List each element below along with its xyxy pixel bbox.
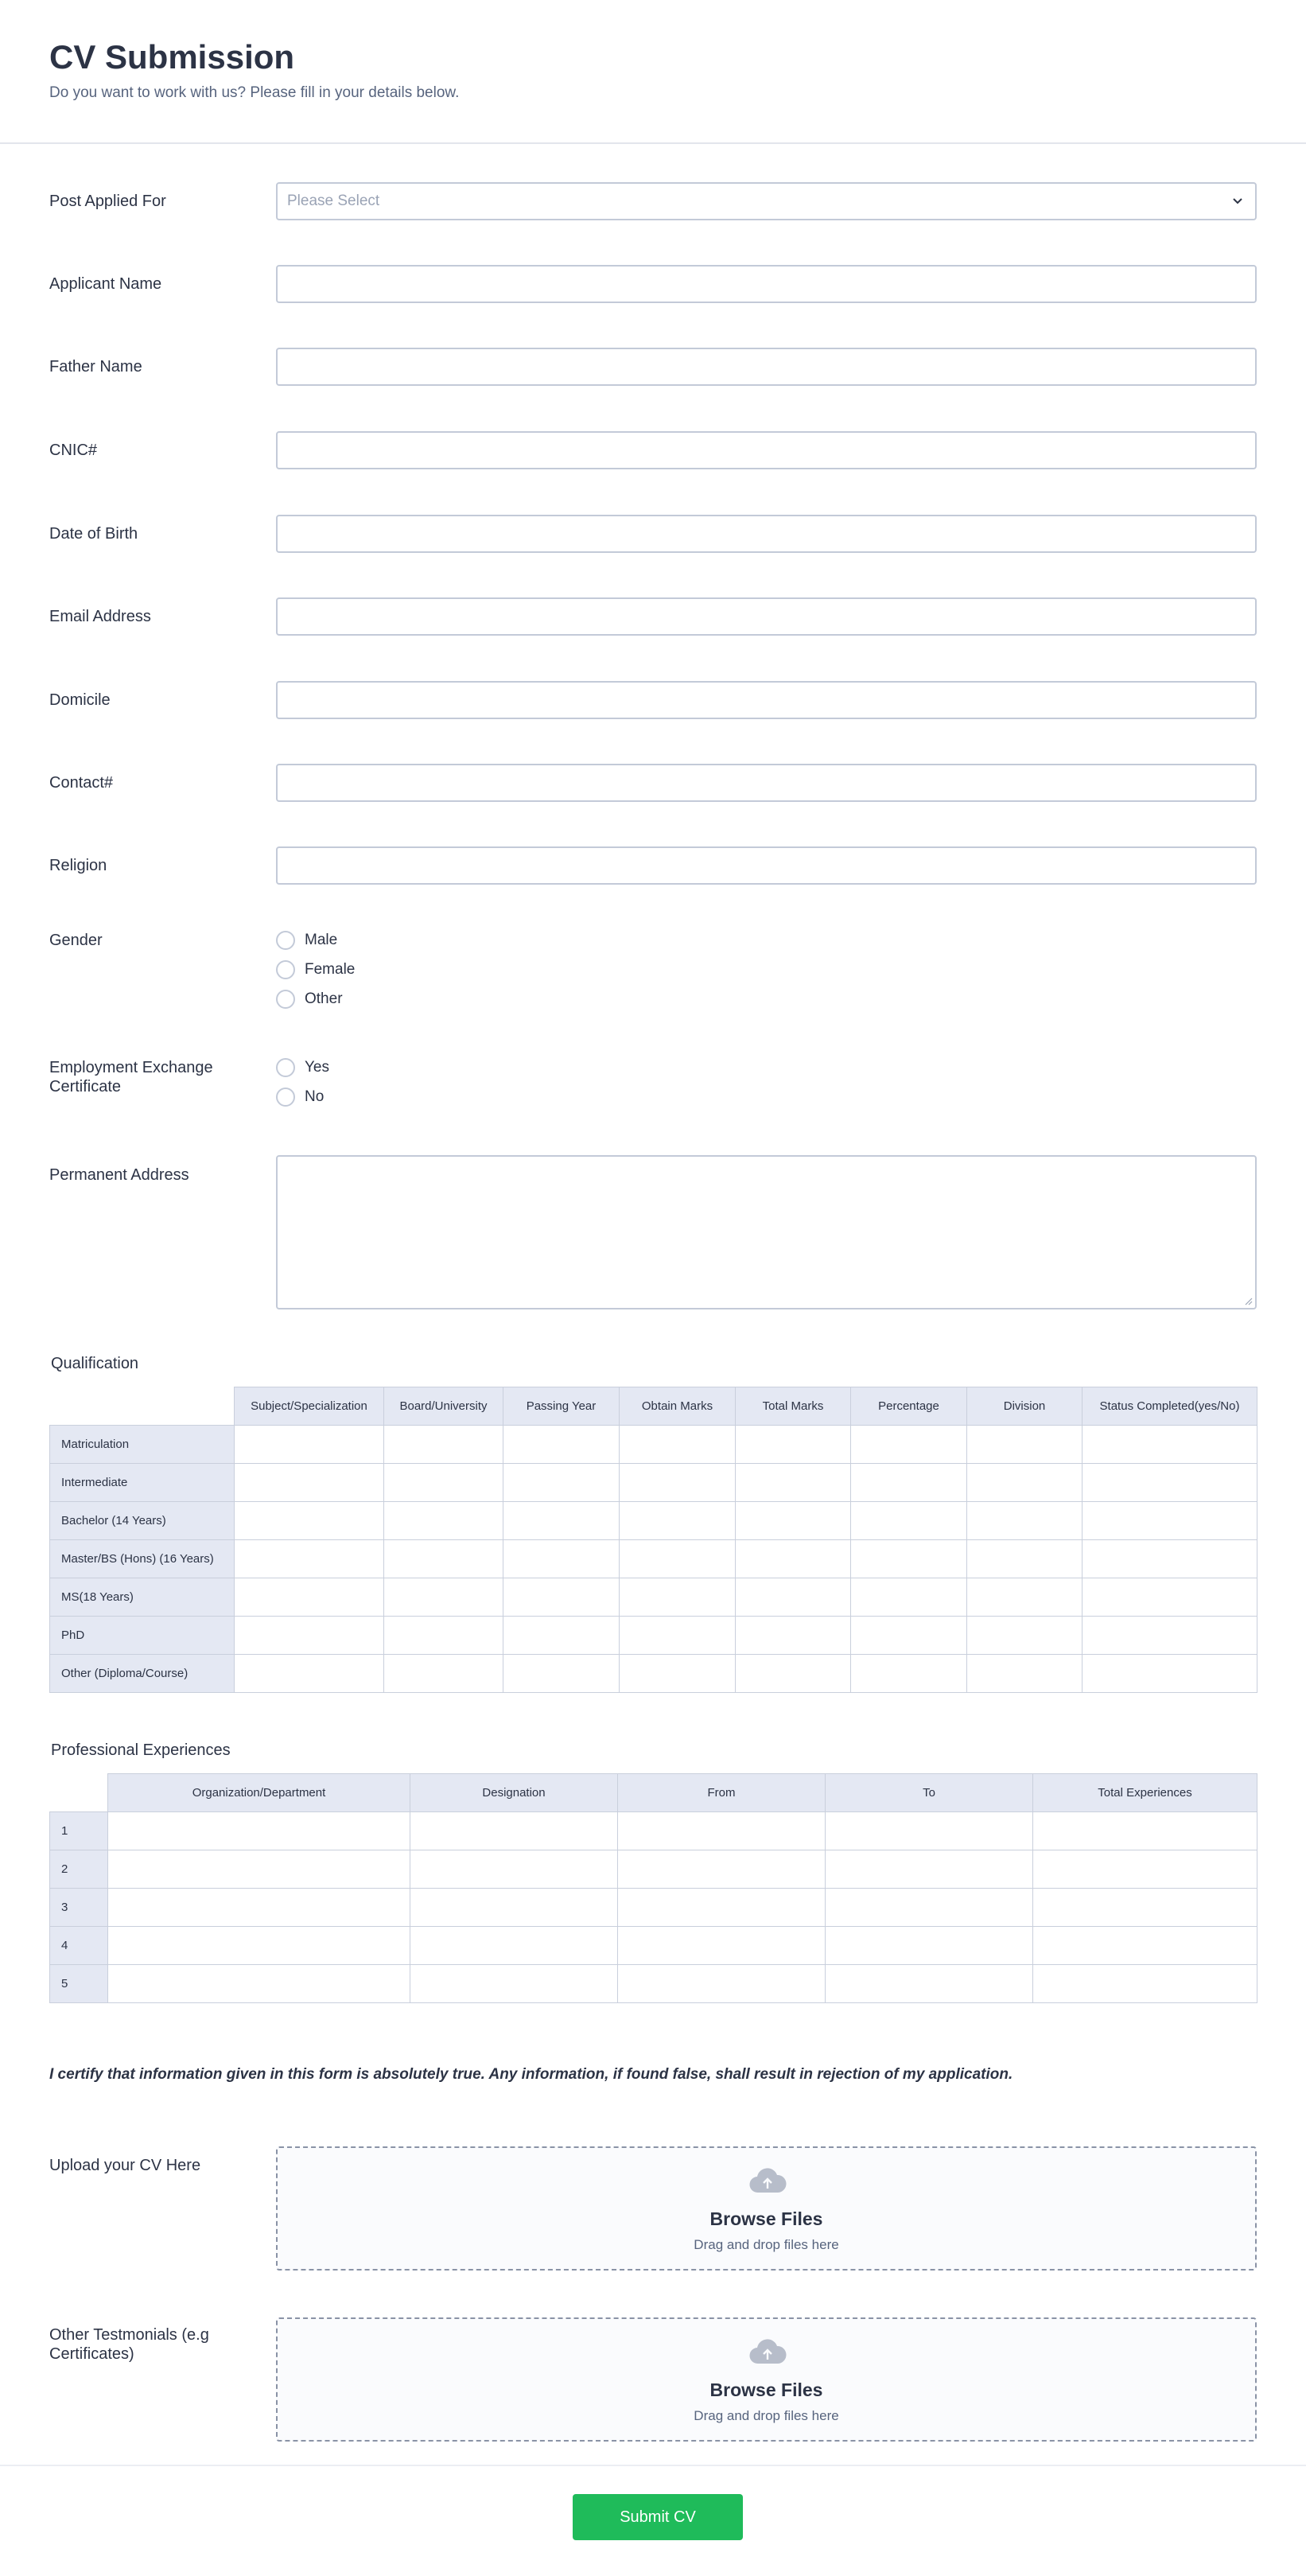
post-select-placeholder: Please Select (287, 193, 380, 209)
qualification-cell-input[interactable] (851, 1540, 967, 1578)
qualification-cell-input[interactable] (1083, 1502, 1257, 1540)
resize-handle-icon[interactable] (1243, 1296, 1253, 1306)
qualification-cell-input[interactable] (620, 1578, 736, 1617)
qualification-cell-input[interactable] (503, 1464, 620, 1502)
qualification-cell-input[interactable] (503, 1578, 620, 1617)
experience-cell-input[interactable] (410, 1927, 618, 1965)
qualification-cell-input[interactable] (620, 1464, 736, 1502)
table-row (50, 1540, 1257, 1578)
column-header: Organization/Department (108, 1774, 410, 1812)
qualification-cell-input[interactable] (967, 1502, 1083, 1540)
qualification-cell-input[interactable] (967, 1426, 1083, 1464)
qualification-cell-input[interactable] (736, 1617, 851, 1655)
qualification-cell-input[interactable] (235, 1617, 384, 1655)
father-name-input[interactable] (276, 348, 1257, 386)
column-header: Passing Year (503, 1387, 620, 1426)
qualification-cell-input[interactable] (620, 1540, 736, 1578)
qualification-cell-input[interactable] (1083, 1578, 1257, 1617)
employment-option-no[interactable] (276, 1086, 324, 1108)
qualification-cell-input[interactable] (384, 1464, 503, 1502)
column-header: Status Completed(yes/No) (1083, 1387, 1257, 1426)
column-header: Board/University (384, 1387, 503, 1426)
gender-label: Gender (49, 932, 103, 949)
qualification-cell-input[interactable] (620, 1426, 736, 1464)
table-corner (50, 1774, 108, 1812)
domicile-label: Domicile (49, 691, 111, 709)
row-header: Matriculation (50, 1426, 235, 1464)
column-header: Total Experiences (1033, 1774, 1257, 1812)
qualification-cell-input[interactable] (967, 1578, 1083, 1617)
qualification-cell-input[interactable] (1083, 1464, 1257, 1502)
experience-cell-input[interactable] (1033, 1889, 1257, 1927)
qualification-cell-input[interactable] (503, 1426, 620, 1464)
radio-label: Male (305, 932, 338, 948)
table-row (50, 1927, 1257, 1965)
form-header (0, 0, 1306, 144)
table-corner (50, 1387, 235, 1426)
row-header: Master/BS (Hons) (16 Years) (50, 1540, 235, 1578)
experience-cell-input[interactable] (618, 1927, 826, 1965)
experience-cell-input[interactable] (618, 1965, 826, 2003)
qualification-cell-input[interactable] (384, 1502, 503, 1540)
post-label: Post Applied For (49, 193, 166, 210)
column-header: Subject/Specialization (235, 1387, 384, 1426)
qualification-cell-input[interactable] (503, 1655, 620, 1693)
experience-cell-input[interactable] (1033, 1812, 1257, 1850)
gender-option-other[interactable] (276, 988, 343, 1010)
contact-label: Contact# (49, 774, 114, 792)
experience-cell-input[interactable] (108, 1812, 410, 1850)
qualification-cell-input[interactable] (384, 1655, 503, 1693)
cloud-upload-icon (748, 2338, 787, 2367)
religion-input[interactable] (276, 846, 1257, 885)
address-textarea[interactable] (276, 1155, 1257, 1309)
qualification-cell-input[interactable] (736, 1578, 851, 1617)
experience-cell-input[interactable] (618, 1889, 826, 1927)
radio-label: Female (305, 961, 356, 978)
row-header: 3 (50, 1889, 108, 1927)
row-header: MS(18 Years) (50, 1578, 235, 1617)
religion-label: Religion (49, 857, 107, 874)
footer-divider (0, 2465, 1306, 2466)
table-row (50, 1655, 1257, 1693)
gender-option-male[interactable] (276, 929, 337, 951)
row-header: Other (Diploma/Course) (50, 1655, 235, 1693)
experience-cell-input[interactable] (108, 1927, 410, 1965)
qualification-cell-input[interactable] (967, 1655, 1083, 1693)
experience-cell-input[interactable] (826, 1965, 1033, 2003)
upload-cv-label: Upload your CV Here (49, 2157, 201, 2174)
qualification-cell-input[interactable] (384, 1426, 503, 1464)
upload-testimonials-label: Other Testmonials (e.g Certificates) (49, 2326, 209, 2363)
qualification-cell-input[interactable] (620, 1617, 736, 1655)
qualification-cell-input[interactable] (851, 1464, 967, 1502)
experience-cell-input[interactable] (1033, 1965, 1257, 2003)
cloud-upload-icon (748, 2167, 787, 2196)
experience-cell-input[interactable] (410, 1850, 618, 1889)
submit-button[interactable]: Submit CV (573, 2494, 743, 2540)
qualification-cell-input[interactable] (851, 1655, 967, 1693)
qualification-cell-input[interactable] (736, 1540, 851, 1578)
upload-testimonials-dropzone[interactable] (276, 2317, 1257, 2442)
row-header: 2 (50, 1850, 108, 1889)
experience-title: Professional Experiences (51, 1741, 231, 1759)
applicant-name-input[interactable] (276, 265, 1257, 303)
experience-cell-input[interactable] (1033, 1927, 1257, 1965)
experience-cell-input[interactable] (826, 1927, 1033, 1965)
column-header: To (826, 1774, 1033, 1812)
table-row (50, 1850, 1257, 1889)
row-header: 1 (50, 1812, 108, 1850)
qualification-cell-input[interactable] (235, 1426, 384, 1464)
chevron-down-icon (1230, 193, 1246, 209)
email-label: Email Address (49, 608, 151, 625)
column-header: From (618, 1774, 826, 1812)
experience-cell-input[interactable] (826, 1889, 1033, 1927)
table-row (50, 1464, 1257, 1502)
qualification-cell-input[interactable] (736, 1655, 851, 1693)
row-header: PhD (50, 1617, 235, 1655)
qualification-cell-input[interactable] (235, 1464, 384, 1502)
cnic-input[interactable] (276, 431, 1257, 469)
column-header: Obtain Marks (620, 1387, 736, 1426)
row-header: Bachelor (14 Years) (50, 1502, 235, 1540)
qualification-header-row (50, 1387, 1257, 1426)
qualification-cell-input[interactable] (736, 1502, 851, 1540)
radio-button[interactable] (276, 990, 295, 1009)
browse-files-label[interactable]: Browse Files (709, 2208, 823, 2229)
table-row (50, 1578, 1257, 1617)
column-header: Percentage (851, 1387, 967, 1426)
qualification-cell-input[interactable] (736, 1426, 851, 1464)
radio-button[interactable] (276, 1088, 295, 1107)
father-name-label: Father Name (49, 358, 142, 376)
experience-cell-input[interactable] (618, 1850, 826, 1889)
employment-option-yes[interactable] (276, 1056, 329, 1079)
qualification-cell-input[interactable] (235, 1578, 384, 1617)
qualification-cell-input[interactable] (967, 1540, 1083, 1578)
table-row (50, 1965, 1257, 2003)
certification-text: I certify that information given in this form is absolutely true. Any information, if found false, shall result in rejection of my application. (49, 2066, 1013, 2083)
qualification-cell-input[interactable] (503, 1540, 620, 1578)
radio-button[interactable] (276, 960, 295, 979)
radio-label: No (305, 1088, 325, 1105)
qualification-cell-input[interactable] (851, 1502, 967, 1540)
qualification-cell-input[interactable] (384, 1617, 503, 1655)
qualification-cell-input[interactable] (503, 1617, 620, 1655)
qualification-cell-input[interactable] (384, 1578, 503, 1617)
drag-drop-hint: Drag and drop files here (694, 2408, 839, 2423)
qualification-cell-input[interactable] (967, 1617, 1083, 1655)
dob-input[interactable] (276, 515, 1257, 553)
row-header: 5 (50, 1965, 108, 2003)
qualification-cell-input[interactable] (235, 1540, 384, 1578)
address-label: Permanent Address (49, 1166, 189, 1184)
qualification-cell-input[interactable] (1083, 1617, 1257, 1655)
contact-input[interactable] (276, 764, 1257, 802)
domicile-input[interactable] (276, 681, 1257, 719)
experience-cell-input[interactable] (108, 1965, 410, 2003)
qualification-cell-input[interactable] (235, 1502, 384, 1540)
dob-label: Date of Birth (49, 525, 138, 543)
qualification-cell-input[interactable] (620, 1655, 736, 1693)
qualification-cell-input[interactable] (736, 1464, 851, 1502)
qualification-cell-input[interactable] (235, 1655, 384, 1693)
column-header: Designation (410, 1774, 618, 1812)
qualification-cell-input[interactable] (851, 1426, 967, 1464)
qualification-cell-input[interactable] (967, 1464, 1083, 1502)
experience-cell-input[interactable] (108, 1889, 410, 1927)
email-input[interactable] (276, 597, 1257, 636)
drag-drop-hint: Drag and drop files here (694, 2237, 839, 2252)
upload-cv-dropzone[interactable] (276, 2146, 1257, 2271)
experience-cell-input[interactable] (410, 1965, 618, 2003)
qualification-cell-input[interactable] (851, 1578, 967, 1617)
qualification-cell-input[interactable] (384, 1540, 503, 1578)
applicant-name-label: Applicant Name (49, 275, 162, 293)
table-row (50, 1812, 1257, 1850)
column-header: Total Marks (736, 1387, 851, 1426)
row-header: Intermediate (50, 1464, 235, 1502)
gender-option-female[interactable] (276, 959, 355, 981)
page-subtitle: Do you want to work with us? Please fill in your details below. (49, 84, 460, 101)
table-row (50, 1889, 1257, 1927)
experience-cell-input[interactable] (826, 1812, 1033, 1850)
experience-cell-input[interactable] (410, 1812, 618, 1850)
radio-button[interactable] (276, 1058, 295, 1077)
experience-cell-input[interactable] (108, 1850, 410, 1889)
row-header: 4 (50, 1927, 108, 1965)
experience-cell-input[interactable] (410, 1889, 618, 1927)
experience-header-row (50, 1774, 1257, 1812)
experience-cell-input[interactable] (1033, 1850, 1257, 1889)
table-row (50, 1617, 1257, 1655)
qualification-cell-input[interactable] (851, 1617, 967, 1655)
experience-cell-input[interactable] (618, 1812, 826, 1850)
radio-button[interactable] (276, 931, 295, 950)
column-header: Division (967, 1387, 1083, 1426)
qualification-cell-input[interactable] (620, 1502, 736, 1540)
experience-table (49, 1773, 1257, 2003)
qualification-title: Qualification (51, 1355, 139, 1372)
post-select[interactable] (276, 182, 1257, 220)
browse-files-label[interactable]: Browse Files (709, 2379, 823, 2400)
qualification-cell-input[interactable] (1083, 1426, 1257, 1464)
qualification-table (49, 1387, 1257, 1693)
table-row (50, 1502, 1257, 1540)
radio-label: Other (305, 990, 343, 1007)
cnic-label: CNIC# (49, 442, 98, 459)
page-title: CV Submission (49, 38, 295, 76)
qualification-cell-input[interactable] (1083, 1655, 1257, 1693)
table-row (50, 1426, 1257, 1464)
experience-cell-input[interactable] (826, 1850, 1033, 1889)
radio-label: Yes (305, 1059, 329, 1076)
qualification-cell-input[interactable] (503, 1502, 620, 1540)
employment-exchange-label: Employment Exchange Certificate (49, 1059, 213, 1095)
qualification-cell-input[interactable] (1083, 1540, 1257, 1578)
